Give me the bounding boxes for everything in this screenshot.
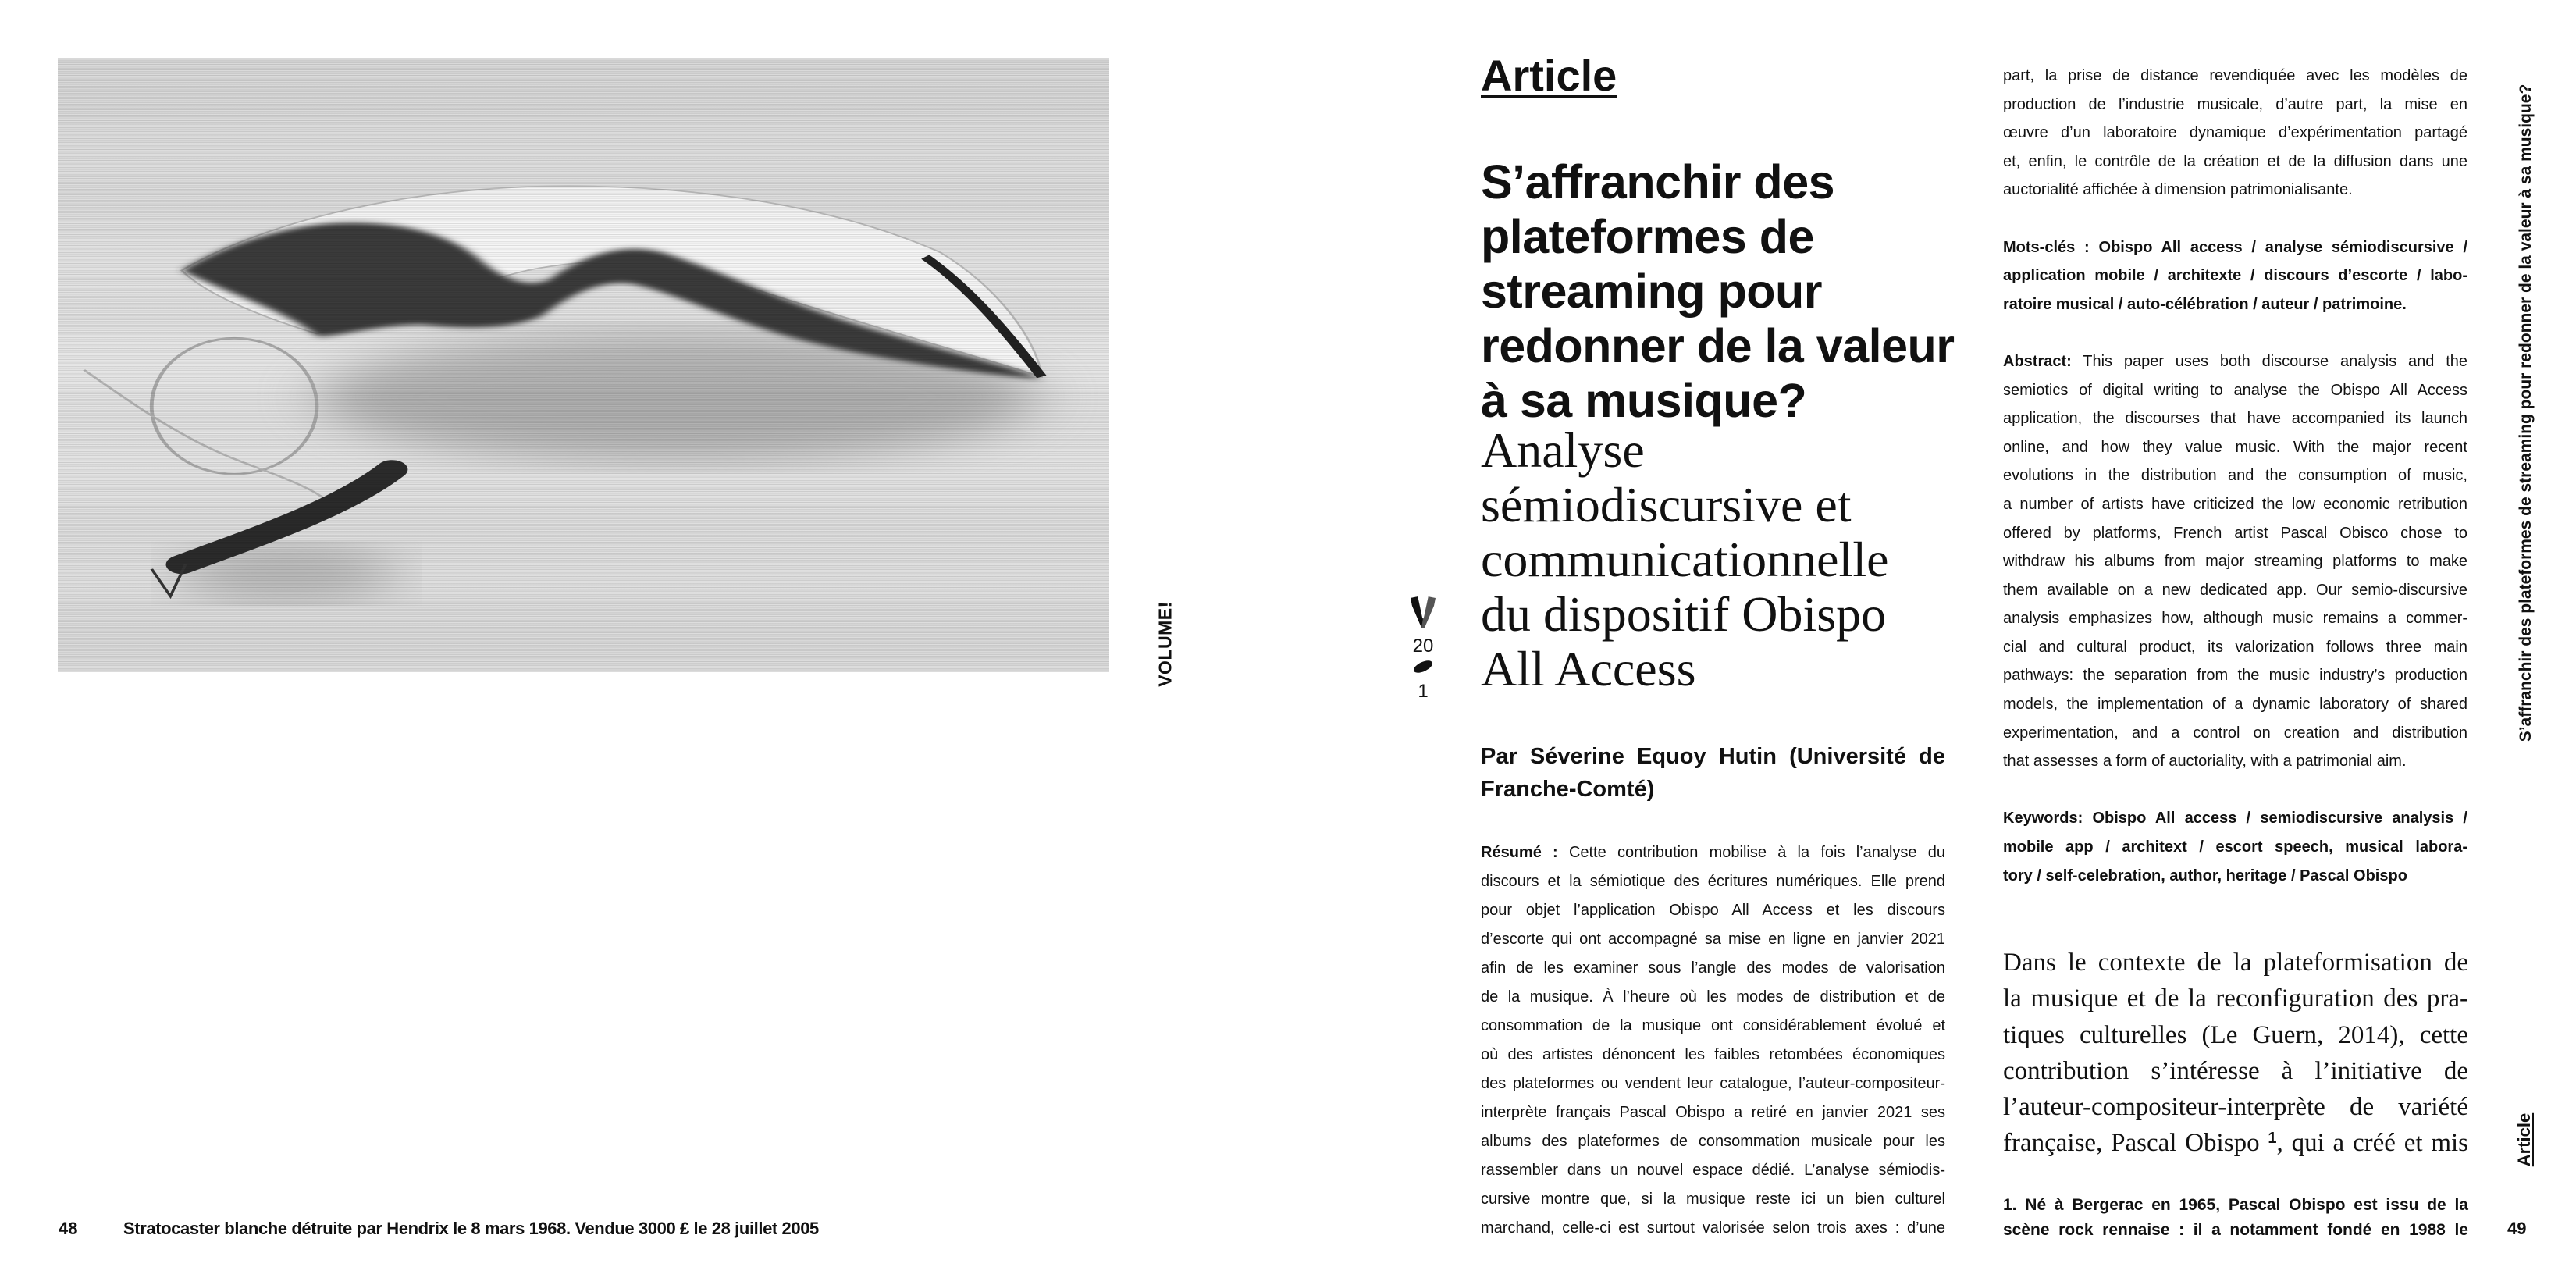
line-content: [1481, 931, 1945, 948]
line-text: that assesses a form of auctoriality, with a patrimonial aim.: [2003, 753, 2407, 771]
article-subtitle: [1481, 423, 1889, 696]
resume-line: [1481, 954, 1945, 983]
line-text: Cette contribution mobilise à la fois l’analyse du: [1568, 844, 1945, 861]
line-content: [2003, 124, 2467, 141]
title-line: plateformes de: [1481, 210, 1814, 263]
line-content: [1481, 988, 1945, 1006]
line-content: [2003, 810, 2467, 827]
line-content: [2003, 639, 2467, 656]
line-text: them available on a new dedicated app. Our semio-discursive: [2003, 581, 2467, 599]
line-text: part, la prise de distance revendiquée avec les modèles de: [2003, 67, 2467, 84]
subtitle-line: Analyse: [1481, 422, 1645, 478]
mots-cles-line: [2003, 233, 2467, 262]
line-content: [2003, 296, 2407, 313]
line-content: [1481, 902, 1945, 919]
resume-line: [1481, 1012, 1945, 1041]
footnote-line: [2003, 1193, 2468, 1218]
author-line: [1481, 740, 1945, 773]
resume-line: [1481, 925, 1945, 954]
line-text: tory / self-celebration, author, heritage / Pascal Obispo: [2003, 867, 2407, 885]
line-text: française, Pascal Obispo: [2003, 1129, 2260, 1158]
line-text: mobile app / architext / escort speech, musical labora-: [2003, 838, 2467, 856]
line-text: l’auteur-compositeur-interprète de variété: [2003, 1093, 2468, 1122]
volume-v-logo-icon: [1407, 595, 1439, 629]
resume-line: [1481, 983, 1945, 1012]
author-text: Franche-Comté): [1481, 777, 1655, 802]
keywords-line: [2003, 862, 2467, 891]
abstract-line: [2003, 490, 2467, 519]
line-content: [1481, 873, 1945, 890]
resume-line: [1481, 1156, 1945, 1185]
mots-cles-line: [2003, 290, 2467, 319]
line-text: ratoire musical / auto-célébration / auteur / patrimoine.: [2003, 295, 2407, 313]
line-content: [2003, 838, 2467, 856]
line-content: [2003, 667, 2467, 684]
journal-spine-label: VOLUME!: [1155, 601, 1176, 687]
running-title: S’affranchir des plateformes de streaming pour redonner de la valeur à sa musique?: [2517, 84, 2535, 742]
line-content: [2003, 610, 2467, 627]
line-content: [2003, 382, 2467, 399]
volume-number: 20: [1412, 635, 1434, 657]
running-section: Article: [2514, 1112, 2534, 1167]
page-number-left: 48: [59, 1219, 78, 1238]
keywords-line: [2003, 804, 2467, 833]
line-content: [1481, 1219, 1945, 1237]
resume-line: [1481, 1127, 1945, 1156]
line-text: où des artistes dénoncent les faibles retombées économiques: [1481, 1046, 1945, 1063]
page-number-right: 49: [2507, 1219, 2527, 1238]
line-content: [2003, 582, 2467, 599]
footnote-reference[interactable]: 1: [2268, 1130, 2277, 1148]
resume-line: [1481, 1041, 1945, 1070]
line-text: evolutions in the distribution and the consumption of music,: [2003, 467, 2467, 485]
line-text: 1. Né à Bergerac en 1965, Pascal Obispo est issu de la: [2003, 1196, 2468, 1214]
line-text: œuvre d’un laboratoire dynamique d’expérimentation partagé: [2003, 124, 2467, 142]
resume-line: [2003, 62, 2467, 91]
line-content: [2003, 753, 2407, 770]
line-text: a number of artists have criticized the low economic retribution: [2003, 495, 2467, 513]
line-text: This paper uses both discourse analysis and the: [2083, 352, 2467, 370]
line-content: [2003, 410, 2467, 427]
line-content: [2003, 267, 2467, 284]
subtitle-line: du dispositif Obispo: [1481, 586, 1887, 642]
line-content: [2003, 67, 2467, 84]
abstract-line: [2003, 661, 2467, 690]
line-text: experimentation, and a control on creation and distribution: [2003, 724, 2467, 742]
photo-caption: Stratocaster blanche détruite par Hendrix le 8 mars 1968. Vendue 3000 £ le 28 juillet 2005: [123, 1219, 819, 1238]
line-text: rassembler dans un nouvel espace dédié. L’analyse sémiodis-: [1481, 1162, 1945, 1179]
abstract-column: [2003, 62, 2467, 890]
line-text: marchand, celle-ci est surtout valorisée selon trois axes : d’une: [1481, 1219, 1945, 1237]
line-text: auctorialité affichée à dimension patrimonialisante.: [2003, 181, 2353, 199]
line-content: [2003, 1129, 2468, 1157]
title-line: à sa musique?: [1481, 374, 1807, 427]
line-content: [2003, 1196, 2468, 1214]
resume-column: [1481, 838, 1945, 1243]
keywords-line: [2003, 833, 2467, 862]
abstract-line: [2003, 461, 2467, 490]
line-content: [2003, 439, 2467, 456]
line-content: [1481, 959, 1945, 977]
resume-line: [1481, 1185, 1945, 1214]
abstract-line: [2003, 433, 2467, 462]
line-text: production de l’industrie musicale, d’autre part, la mise en: [2003, 95, 2467, 113]
body-line: [2003, 945, 2468, 981]
line-text: pour objet l’application Obispo All Access et les discours: [1481, 902, 1945, 919]
line-content: [2003, 867, 2407, 885]
line-text: et, enfin, le contrôle de la création et de la diffusion dans une: [2003, 152, 2467, 170]
line-text: Obispo All access / semiodiscursive analysis /: [2092, 810, 2467, 828]
author-byline: [1481, 740, 1945, 806]
subtitle-line: All Access: [1481, 641, 1696, 696]
line-content: [2003, 984, 2468, 1013]
resume-line: [2003, 119, 2467, 148]
line-text: models, the implementation of a dynamic laboratory of shared: [2003, 696, 2467, 714]
line-text: discours et la sémiotique des écritures numériques. Elle prend: [1481, 873, 1945, 890]
body-line: [2003, 1053, 2468, 1089]
resume-line: [1481, 838, 1945, 867]
abstract-line: [2003, 604, 2467, 633]
abstract-line: [2003, 347, 2467, 376]
line-text: cial and cultural product, its valorization follows three main: [2003, 638, 2467, 656]
line-content: [2003, 353, 2467, 370]
line-text: pathways: the separation from the music industry’s production: [2003, 667, 2467, 685]
line-text: cursive montre que, si la musique reste ici un bien culturel: [1481, 1191, 1945, 1208]
line-text: offered by platforms, French artist Pascal Obisco chose to: [2003, 524, 2467, 542]
paragraph-gap: [2003, 205, 2467, 233]
line-content: [2003, 1021, 2468, 1049]
line-text: tiques culturelles (Le Guern, 2014), cette: [2003, 1020, 2468, 1049]
title-line: redonner de la valeur: [1481, 319, 1955, 372]
line-content: [2003, 239, 2467, 256]
line-content: [1481, 1191, 1945, 1208]
leaf-icon: [1411, 659, 1435, 675]
line-content: [2003, 949, 2468, 977]
author-text: Par Séverine Equoy Hutin (Université de: [1481, 744, 1945, 769]
line-text: application, the discourses that have accompanied its launch: [2003, 410, 2467, 428]
abstract-line: [2003, 719, 2467, 748]
line-text: scène rock rennaise : il a notamment fondé en 1988 le: [2003, 1221, 2468, 1239]
line-text: withdraw his albums from major streaming platforms to make: [2003, 553, 2467, 571]
abstract-line: [2003, 633, 2467, 662]
resume-line: [1481, 1070, 1945, 1098]
abstract-line: [2003, 376, 2467, 405]
line-content: [2003, 1093, 2468, 1121]
body-line: [2003, 1017, 2468, 1053]
paragraph-gap: [2003, 776, 2467, 805]
line-text: d’escorte qui ont accompagné sa mise en ligne en janvier 2021: [1481, 931, 1945, 948]
mots-cles-label: Mots-clés :: [2003, 238, 2090, 256]
resume-line: [2003, 91, 2467, 119]
paragraph-gap: [2003, 319, 2467, 347]
line-text: la musique et de la reconfiguration des pra-: [2003, 984, 2468, 1013]
section-heading: Article: [1481, 51, 1617, 100]
resume-label: Résumé :: [1481, 844, 1558, 861]
subtitle-line: sémiodiscursive et: [1481, 477, 1852, 532]
line-content: [2003, 724, 2467, 742]
abstract-line: [2003, 547, 2467, 576]
line-text: Dans le contexte de la plateformisation de: [2003, 949, 2468, 977]
line-content: [2003, 496, 2467, 513]
abstract-line: [2003, 576, 2467, 605]
line-text: online, and how they value music. With the major recent: [2003, 438, 2467, 456]
line-text: contribution s’intéresse à l’initiative de: [2003, 1056, 2468, 1085]
body-line: [2003, 1125, 2468, 1161]
destroyed-guitar-image: [58, 58, 1109, 672]
line-content: [1481, 1162, 1945, 1179]
abstract-line: [2003, 690, 2467, 719]
line-content: [1481, 1133, 1945, 1150]
resume-line: [1481, 896, 1945, 925]
line-content: [1481, 1046, 1945, 1063]
abstract-line: [2003, 747, 2467, 776]
abstract-line: [2003, 519, 2467, 548]
body-line: [2003, 1089, 2468, 1125]
abstract-label: Abstract:: [2003, 352, 2072, 370]
line-content: [1481, 1104, 1945, 1121]
line-content: [1481, 1075, 1945, 1092]
line-text: analysis emphasizes how, although music remains a commer-: [2003, 610, 2467, 628]
line-text: application mobile / architexte / discours d’escorte / labo-: [2003, 267, 2467, 285]
line-content: [2003, 553, 2467, 570]
title-line: S’affranchir des: [1481, 155, 1835, 208]
line-content: [2003, 96, 2467, 113]
guitar-photo: [58, 58, 1109, 672]
body-line: [2003, 981, 2468, 1016]
line-text: , qui a créé et mis: [2276, 1129, 2468, 1158]
line-text: consommation de la musique ont considérablement évolué et: [1481, 1017, 1945, 1034]
line-content: [1481, 1017, 1945, 1034]
article-title: [1481, 155, 1955, 428]
abstract-line: [2003, 404, 2467, 433]
line-content: [2003, 1057, 2468, 1085]
footnote: [2003, 1193, 2468, 1243]
line-content: [2003, 525, 2467, 542]
line-text: afin de les examiner sous l’angle des modes de valorisation: [1481, 959, 1945, 977]
line-text: Obispo All access / analyse sémiodiscursive /: [2098, 238, 2468, 256]
subtitle-line: communicationnelle: [1481, 532, 1889, 587]
resume-line: [2003, 176, 2467, 205]
line-content: [2003, 153, 2467, 170]
mots-cles-line: [2003, 262, 2467, 290]
line-content: [1481, 844, 1945, 861]
line-content: [2003, 1221, 2468, 1239]
line-text: albums des plateformes de consommation musicale pour les: [1481, 1133, 1945, 1150]
author-line: [1481, 773, 1945, 806]
body-text: [2003, 945, 2468, 1162]
journal-mark: [1404, 595, 1443, 703]
line-text: semiotics of digital writing to analyse the Obispo All Access: [2003, 381, 2467, 399]
line-text: de la musique. À l’heure où les modes de distribution et de: [1481, 988, 1945, 1006]
footnote-line: [2003, 1218, 2468, 1243]
resume-line: [1481, 867, 1945, 896]
resume-line: [2003, 148, 2467, 176]
line-text: des plateformes ou vendent leur catalogue, l’auteur-compositeur-: [1481, 1075, 1945, 1092]
resume-line: [1481, 1098, 1945, 1127]
line-text: interprète français Pascal Obispo a retiré en janvier 2021 ses: [1481, 1104, 1945, 1121]
line-content: [2003, 467, 2467, 484]
title-line: streaming pour: [1481, 265, 1823, 318]
keywords-label: Keywords:: [2003, 810, 2083, 828]
line-content: [2003, 696, 2467, 713]
line-content: [2003, 181, 2353, 198]
issue-number: 1: [1418, 681, 1429, 702]
resume-line: [1481, 1214, 1945, 1243]
